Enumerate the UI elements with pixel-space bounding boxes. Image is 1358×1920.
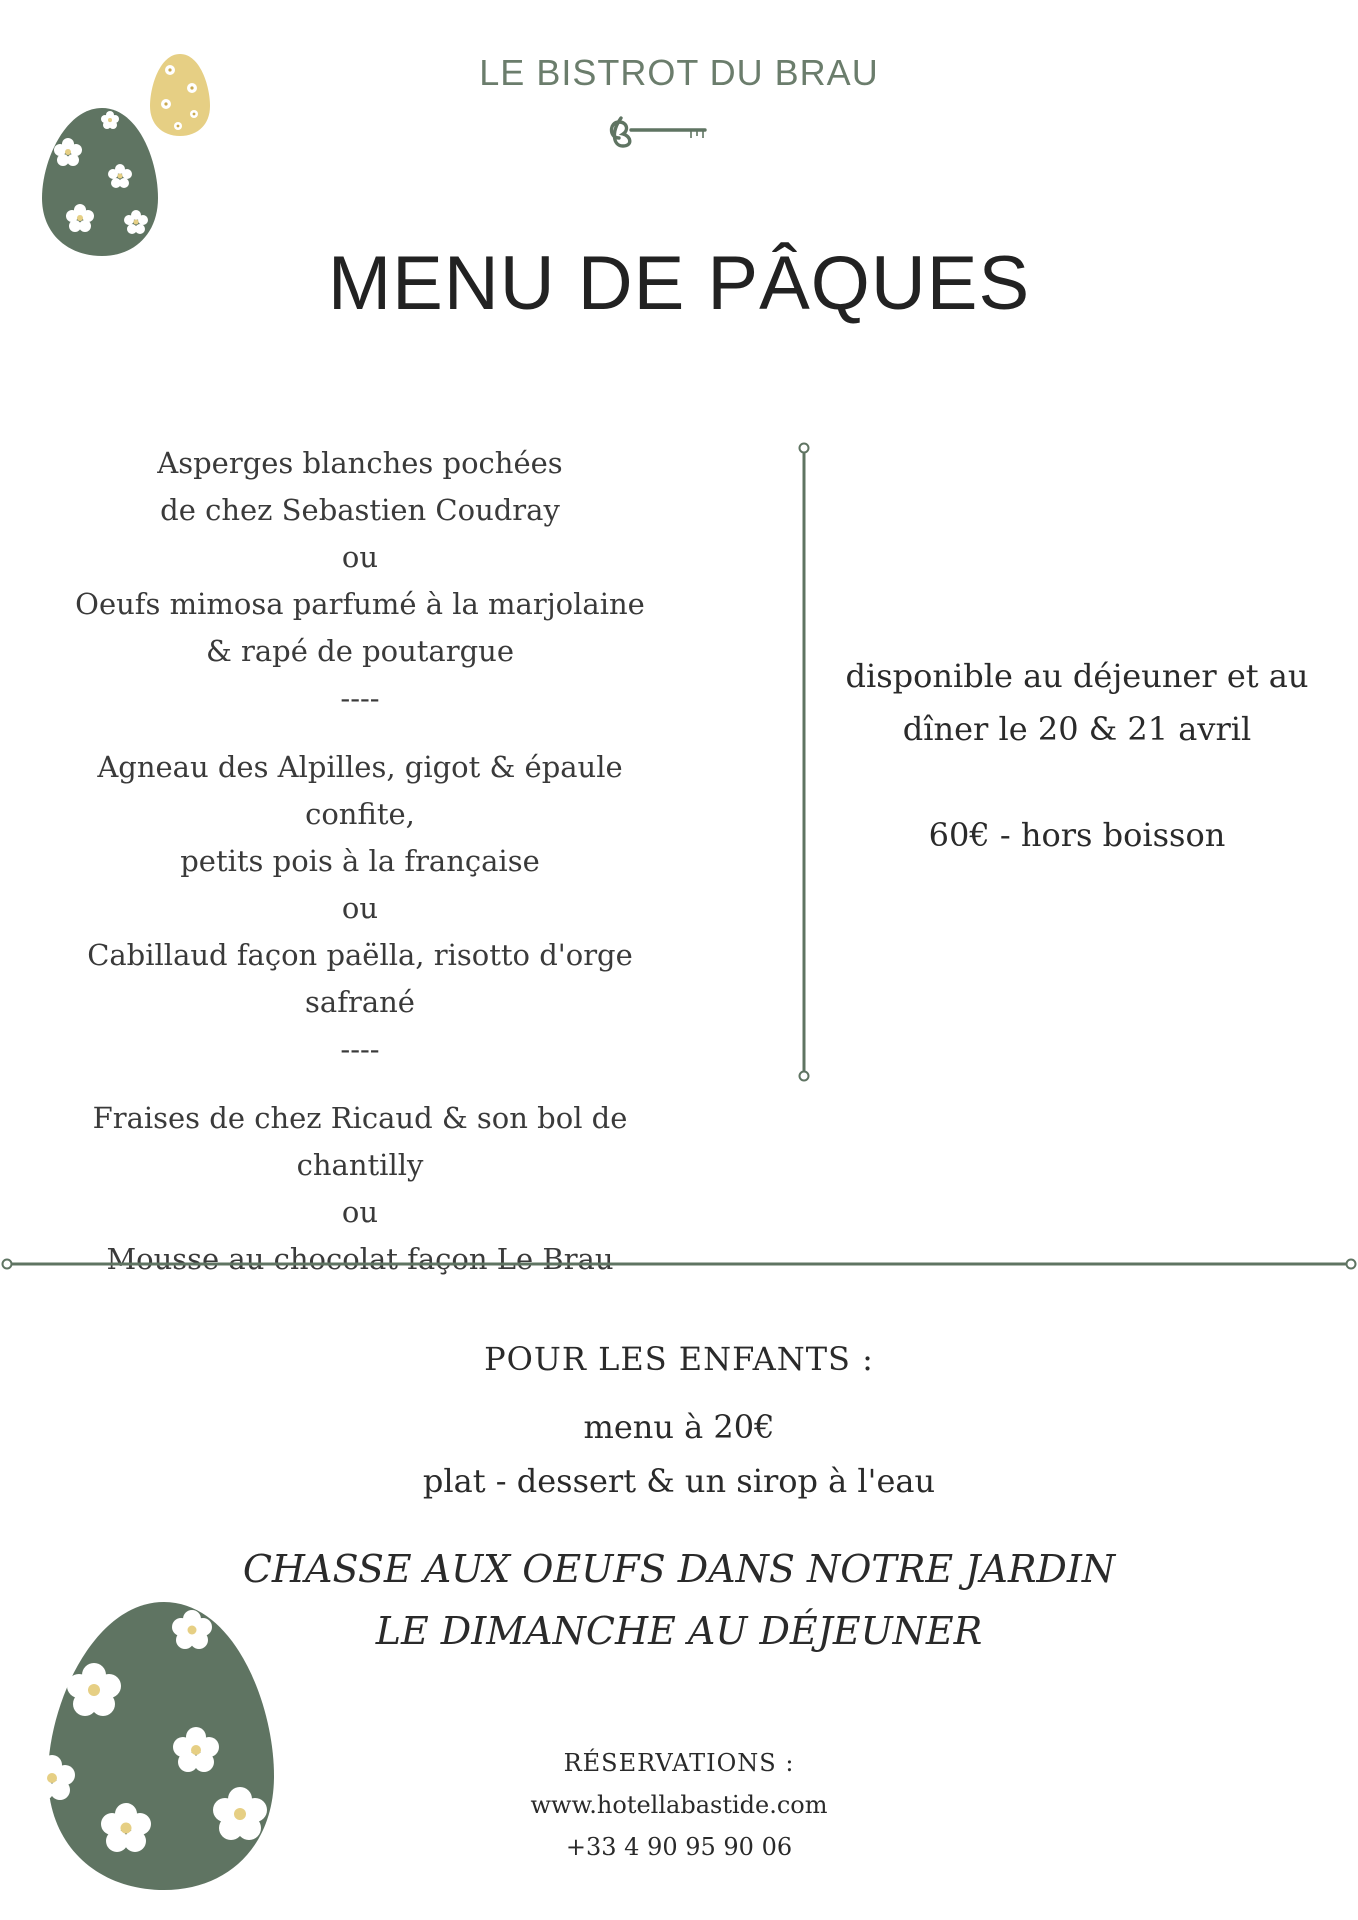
menu-line: Asperges blanches pochées <box>157 446 563 480</box>
egg-hunt-line: LE DIMANCHE AU DÉJEUNER <box>375 1609 983 1653</box>
menu-line: de chez Sebastien Coudray <box>160 493 560 527</box>
reservations-heading: RÉSERVATIONS : <box>563 1749 795 1777</box>
reservations-phone[interactable]: +33 4 90 95 90 06 <box>565 1833 793 1861</box>
availability-text: disponible au déjeuner et au <box>845 657 1309 695</box>
menu-line: ou <box>341 891 379 925</box>
menu-line: ou <box>341 1195 379 1229</box>
menu-courses <box>40 440 680 1283</box>
egg-hunt-line: CHASSE AUX OEUFS DANS NOTRE JARDIN <box>242 1547 1116 1591</box>
course-separator: ---- <box>340 681 380 715</box>
menu-line: petits pois à la française <box>180 844 540 878</box>
course-mains <box>40 744 680 1026</box>
menu-line: Oeufs mimosa parfumé à la marjolaine <box>75 587 645 621</box>
egg-hunt-announcement <box>0 1538 1358 1662</box>
course-starters <box>40 440 680 675</box>
menu-line: ou <box>341 540 379 574</box>
availability-text: dîner le 20 & 21 avril <box>902 710 1252 748</box>
easter-egg-green-icon <box>40 106 160 258</box>
course-desserts <box>40 1095 680 1283</box>
menu-line: Mousse au chocolat façon Le Brau <box>106 1242 614 1276</box>
reservations-website[interactable]: www.hotellabastide.com <box>530 1791 828 1819</box>
menu-line: Cabillaud façon paëlla, risotto d'orge safrané <box>87 938 633 1019</box>
vertical-divider <box>796 442 812 1082</box>
kids-menu <box>0 1400 1358 1508</box>
page-title: MENU DE PÂQUES <box>327 241 1031 326</box>
kids-menu-price: menu à 20€ <box>583 1408 775 1446</box>
menu-price: 60€ - hors boisson <box>928 816 1226 854</box>
kids-menu-details: plat - dessert & un sirop à l'eau <box>422 1462 936 1500</box>
reservations <box>0 1742 1358 1868</box>
menu-line: & rapé de poutargue <box>206 634 514 668</box>
course-separator: ---- <box>340 1032 380 1066</box>
menu-line: Fraises de chez Ricaud & son bol de chantilly <box>92 1101 628 1182</box>
key-logo-icon <box>605 108 717 150</box>
menu-line: Agneau des Alpilles, gigot & épaule confite, <box>97 750 623 831</box>
availability-info <box>842 650 1312 862</box>
horizontal-divider <box>0 1256 1358 1272</box>
kids-section <box>0 1340 1358 1508</box>
kids-heading: POUR LES ENFANTS : <box>484 1340 874 1378</box>
brand-name: LE BISTROT DU BRAU <box>479 52 879 93</box>
